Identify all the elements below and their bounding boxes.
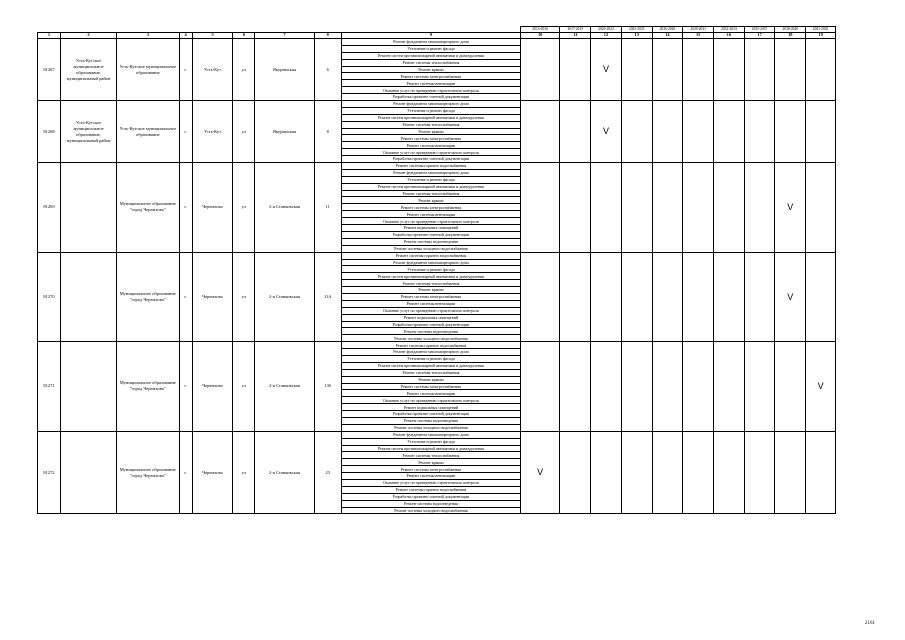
work-type-cell: Оказание услуг по проведению строительного контроля xyxy=(341,218,520,225)
street-cell: 2-я Станковская xyxy=(255,342,314,432)
period-cell xyxy=(806,163,836,253)
street-type-cell: ул xyxy=(233,252,255,342)
column-number: 5 xyxy=(192,33,233,39)
work-type-cell: Ремонт крыши xyxy=(341,376,520,383)
period-mark: V xyxy=(806,342,836,432)
period-cell xyxy=(591,252,622,342)
period-cell xyxy=(683,39,714,101)
street-cell: Якуримская xyxy=(255,39,314,101)
table-row xyxy=(38,163,836,170)
settlement-cell: Черемхово xyxy=(192,163,233,253)
work-type-cell: Ремонт системы вентиляции xyxy=(341,211,520,218)
settlement-type-cell: г. xyxy=(179,431,192,514)
column-number: 17 xyxy=(744,33,775,39)
period-cell xyxy=(683,252,714,342)
work-type-cell: Ремонт крыши xyxy=(341,66,520,73)
column-number: 6 xyxy=(233,33,255,39)
period-cell xyxy=(560,342,591,432)
column-number: 13 xyxy=(621,33,652,39)
work-type-cell: Ремонт систем противопожарной автоматики и дымоудаления xyxy=(341,52,520,59)
period-cell xyxy=(744,163,775,253)
work-type-cell: Разработка проектно-сметной документации xyxy=(341,156,520,163)
work-type-cell: Оказание услуг по проведению строительного контроля xyxy=(341,87,520,94)
period-cell xyxy=(714,252,745,342)
period-cell xyxy=(621,163,652,253)
work-type-cell: Ремонт фундамента многоквартирного дома xyxy=(341,39,520,46)
work-type-cell: Утепление и ремонт фасада xyxy=(341,176,520,183)
work-type-cell: Ремонт системы водоотведения xyxy=(341,417,520,424)
municipality-cell: Муниципальное образование "город Черемхово" xyxy=(117,252,180,342)
street-type-cell: ул xyxy=(233,163,255,253)
period-mark: V xyxy=(520,431,560,514)
work-type-cell: Ремонт системы горячего водоснабжения xyxy=(341,163,520,170)
register-table xyxy=(37,26,836,514)
period-cell xyxy=(591,163,622,253)
street-type-cell: ул xyxy=(233,431,255,514)
work-type-cell: Оказание услуг по проведению строительного контроля xyxy=(341,480,520,487)
settlement-cell: Черемхово xyxy=(192,342,233,432)
period-cell xyxy=(560,163,591,253)
work-type-cell: Разработка проектно-сметной документации xyxy=(341,94,520,101)
work-type-cell: Ремонт фундамента многоквартирного дома xyxy=(341,101,520,108)
period-header: 2020-2022 xyxy=(591,27,622,33)
settlement-cell: Усть-Кут xyxy=(192,39,233,101)
period-cell xyxy=(560,252,591,342)
period-header: 2023-2025 xyxy=(621,27,652,33)
house-cell: 11А xyxy=(314,252,341,342)
period-cell xyxy=(714,39,745,101)
period-cell xyxy=(744,342,775,432)
period-cell xyxy=(591,342,622,432)
municipality-cell: Муниципальное образование "город Черемхово" xyxy=(117,431,180,514)
column-number: 7 xyxy=(255,33,314,39)
period-mark: V xyxy=(591,39,622,101)
work-type-cell: Утепление и ремонт фасада xyxy=(341,355,520,362)
period-cell xyxy=(744,252,775,342)
period-cell xyxy=(652,39,683,101)
work-type-cell: Ремонт системы холодного водоснабжения xyxy=(341,507,520,514)
period-header: 2017-2019 xyxy=(560,27,591,33)
period-cell xyxy=(652,342,683,432)
period-cell xyxy=(775,39,806,101)
period-cell xyxy=(806,101,836,163)
work-type-cell: Ремонт подвальных помещений xyxy=(341,314,520,321)
work-type-cell: Ремонт фундамента многоквартирного дома xyxy=(341,349,520,356)
period-cell xyxy=(520,342,560,432)
district-cell: Усть-Кутское муниципальное образование, муниципальный район xyxy=(61,39,117,101)
table-row xyxy=(38,342,836,349)
period-header: 2026-2028 xyxy=(652,27,683,33)
period-cell xyxy=(806,431,836,514)
column-number: 14 xyxy=(652,33,683,39)
work-type-cell: Ремонт системы теплоснабжения xyxy=(341,59,520,66)
work-type-cell: Ремонт системы водоотведения xyxy=(341,238,520,245)
record-number: 81268 xyxy=(38,101,61,163)
work-type-cell: Ремонт подвальных помещений xyxy=(341,404,520,411)
period-cell xyxy=(560,431,591,514)
period-cell xyxy=(775,101,806,163)
period-cell xyxy=(520,101,560,163)
work-type-cell: Ремонт системы холодного водоснабжения xyxy=(341,424,520,431)
period-cell xyxy=(652,101,683,163)
work-type-cell: Ремонт системы горячего водоснабжения xyxy=(341,486,520,493)
settlement-type-cell: г. xyxy=(179,163,192,253)
page-number: 2161 xyxy=(865,621,875,626)
work-type-cell: Ремонт систем противопожарной автоматики и дымоудаления xyxy=(341,273,520,280)
work-type-cell: Утепление и ремонт фасада xyxy=(341,107,520,114)
period-cell xyxy=(714,431,745,514)
work-type-cell: Утепление и ремонт фасада xyxy=(341,266,520,273)
table-row xyxy=(38,101,836,108)
work-type-cell: Ремонт системы вентиляции xyxy=(341,473,520,480)
street-cell: 2-я Станковская xyxy=(255,431,314,514)
column-number: 9 xyxy=(341,33,520,39)
municipality-cell: Усть-Кутское муниципальное образование xyxy=(117,101,180,163)
column-number: 8 xyxy=(314,33,341,39)
period-header: 2014-2016 xyxy=(520,27,560,33)
work-type-cell: Ремонт системы водоотведения xyxy=(341,500,520,507)
period-cell xyxy=(520,252,560,342)
street-cell: Якуримская xyxy=(255,101,314,163)
period-cell xyxy=(621,101,652,163)
column-number: 19 xyxy=(806,33,836,39)
work-type-cell: Ремонт систем противопожарной автоматики и дымоудаления xyxy=(341,445,520,452)
house-cell: 11 xyxy=(314,163,341,253)
district-cell: Усть-Кутское муниципальное образование, муниципальный район xyxy=(61,101,117,163)
period-cell xyxy=(560,39,591,101)
street-type-cell: ул xyxy=(233,342,255,432)
column-number: 3 xyxy=(117,33,180,39)
settlement-type-cell: г. xyxy=(179,342,192,432)
column-number: 12 xyxy=(591,33,622,39)
work-type-cell: Ремонт системы теплоснабжения xyxy=(341,452,520,459)
period-header: 2035-2037 xyxy=(744,27,775,33)
period-cell xyxy=(591,431,622,514)
work-type-cell: Ремонт системы теплоснабжения xyxy=(341,369,520,376)
period-cell xyxy=(714,342,745,432)
period-cell xyxy=(744,39,775,101)
period-mark: V xyxy=(775,163,806,253)
work-type-cell: Ремонт систем противопожарной автоматики и дымоудаления xyxy=(341,114,520,121)
period-header: 2032-2034 xyxy=(714,27,745,33)
work-type-cell: Ремонт системы холодного водоснабжения xyxy=(341,245,520,252)
period-mark: V xyxy=(591,101,622,163)
work-type-cell: Ремонт системы электроснабжения xyxy=(341,73,520,80)
work-type-cell: Разработка проектно-сметной документации xyxy=(341,493,520,500)
column-number: 11 xyxy=(560,33,591,39)
work-type-cell: Ремонт системы вентиляции xyxy=(341,300,520,307)
work-type-cell: Ремонт системы электроснабжения xyxy=(341,466,520,473)
column-number: 16 xyxy=(714,33,745,39)
column-number: 4 xyxy=(179,33,192,39)
period-cell xyxy=(652,431,683,514)
column-number: 2 xyxy=(61,33,117,39)
work-type-cell: Утепление и ремонт фасада xyxy=(341,438,520,445)
work-type-cell: Разработка проектно-сметной документации xyxy=(341,321,520,328)
period-cell xyxy=(744,101,775,163)
work-type-cell: Ремонт системы электроснабжения xyxy=(341,383,520,390)
work-type-cell: Ремонт фундамента многоквартирного дома xyxy=(341,259,520,266)
municipality-cell: Муниципальное образование "город Черемхово" xyxy=(117,342,180,432)
work-type-cell: Ремонт системы горячего водоснабжения xyxy=(341,342,520,349)
period-mark: V xyxy=(775,252,806,342)
work-type-cell: Ремонт фундамента многоквартирного дома xyxy=(341,431,520,438)
period-cell xyxy=(775,431,806,514)
district-cell xyxy=(61,163,117,253)
period-cell xyxy=(806,252,836,342)
work-type-cell: Ремонт системы вентиляции xyxy=(341,142,520,149)
period-cell xyxy=(652,252,683,342)
district-cell xyxy=(61,252,117,342)
period-cell xyxy=(683,163,714,253)
work-type-cell: Ремонт системы водоотведения xyxy=(341,328,520,335)
work-type-cell: Ремонт системы электроснабжения xyxy=(341,135,520,142)
work-type-cell: Ремонт системы холодного водоснабжения xyxy=(341,335,520,342)
period-cell xyxy=(714,101,745,163)
municipality-cell: Муниципальное образование "город Черемхово" xyxy=(117,163,180,253)
settlement-type-cell: г. xyxy=(179,101,192,163)
work-type-cell: Ремонт фундамента многоквартирного дома xyxy=(341,169,520,176)
column-number: 1 xyxy=(38,33,61,39)
column-number: 18 xyxy=(775,33,806,39)
record-number: 81271 xyxy=(38,342,61,432)
record-number: 81269 xyxy=(38,163,61,253)
work-type-cell: Ремонт крыши xyxy=(341,459,520,466)
work-type-cell: Разработка проектно-сметной документации xyxy=(341,231,520,238)
district-cell xyxy=(61,431,117,514)
record-number: 81270 xyxy=(38,252,61,342)
street-type-cell: ул xyxy=(233,39,255,101)
period-cell xyxy=(621,252,652,342)
period-cell xyxy=(744,431,775,514)
house-cell: 8 xyxy=(314,101,341,163)
period-header: 2038-2040 xyxy=(775,27,806,33)
period-cell xyxy=(621,431,652,514)
work-type-cell: Ремонт системы теплоснабжения xyxy=(341,280,520,287)
period-cell xyxy=(520,39,560,101)
work-type-cell: Ремонт крыши xyxy=(341,128,520,135)
district-cell xyxy=(61,342,117,432)
work-type-cell: Утепление и ремонт фасада xyxy=(341,45,520,52)
street-cell: 2-я Станковская xyxy=(255,163,314,253)
table-row xyxy=(38,431,836,438)
street-type-cell: ул xyxy=(233,101,255,163)
work-type-cell: Ремонт крыши xyxy=(341,287,520,294)
house-cell: 6 xyxy=(314,39,341,101)
work-type-cell: Оказание услуг по проведению строительного контроля xyxy=(341,307,520,314)
period-header: 2029-2031 xyxy=(683,27,714,33)
column-number: 15 xyxy=(683,33,714,39)
period-cell xyxy=(621,342,652,432)
record-number: 81272 xyxy=(38,431,61,514)
period-cell xyxy=(683,342,714,432)
period-cell xyxy=(560,101,591,163)
period-cell xyxy=(683,431,714,514)
work-type-cell: Ремонт системы электроснабжения xyxy=(341,204,520,211)
period-cell xyxy=(621,39,652,101)
municipality-cell: Усть-Кутское муниципальное образование xyxy=(117,39,180,101)
period-header: 2041-2043 xyxy=(806,27,836,33)
house-cell: 13б xyxy=(314,342,341,432)
work-type-cell: Ремонт крыши xyxy=(341,197,520,204)
settlement-cell: Черемхово xyxy=(192,431,233,514)
settlement-cell: Черемхово xyxy=(192,252,233,342)
work-type-cell: Ремонт системы электроснабжения xyxy=(341,293,520,300)
period-cell xyxy=(520,163,560,253)
work-type-cell: Ремонт системы вентиляции xyxy=(341,80,520,87)
work-type-cell: Ремонт системы теплоснабжения xyxy=(341,190,520,197)
period-cell xyxy=(683,101,714,163)
work-type-cell: Оказание услуг по проведению строительного контроля xyxy=(341,149,520,156)
work-type-cell: Ремонт системы вентиляции xyxy=(341,390,520,397)
period-cell xyxy=(806,39,836,101)
period-cell xyxy=(775,342,806,432)
work-type-cell: Ремонт системы теплоснабжения xyxy=(341,121,520,128)
table-row xyxy=(38,252,836,259)
house-cell: 23 xyxy=(314,431,341,514)
work-type-cell: Ремонт подвальных помещений xyxy=(341,225,520,232)
period-cell xyxy=(714,163,745,253)
work-type-cell: Ремонт системы горячего водоснабжения xyxy=(341,252,520,259)
work-type-cell: Ремонт систем противопожарной автоматики и дымоудаления xyxy=(341,183,520,190)
settlement-type-cell: г. xyxy=(179,252,192,342)
work-type-cell: Разработка проектно-сметной документации xyxy=(341,411,520,418)
record-number: 81267 xyxy=(38,39,61,101)
column-number: 10 xyxy=(520,33,560,39)
settlement-type-cell: г. xyxy=(179,39,192,101)
table-row xyxy=(38,39,836,46)
work-type-cell: Ремонт систем противопожарной автоматики и дымоудаления xyxy=(341,362,520,369)
settlement-cell: Усть-Кут xyxy=(192,101,233,163)
work-type-cell: Оказание услуг по проведению строительного контроля xyxy=(341,397,520,404)
street-cell: 2-я Станковская xyxy=(255,252,314,342)
period-cell xyxy=(652,163,683,253)
